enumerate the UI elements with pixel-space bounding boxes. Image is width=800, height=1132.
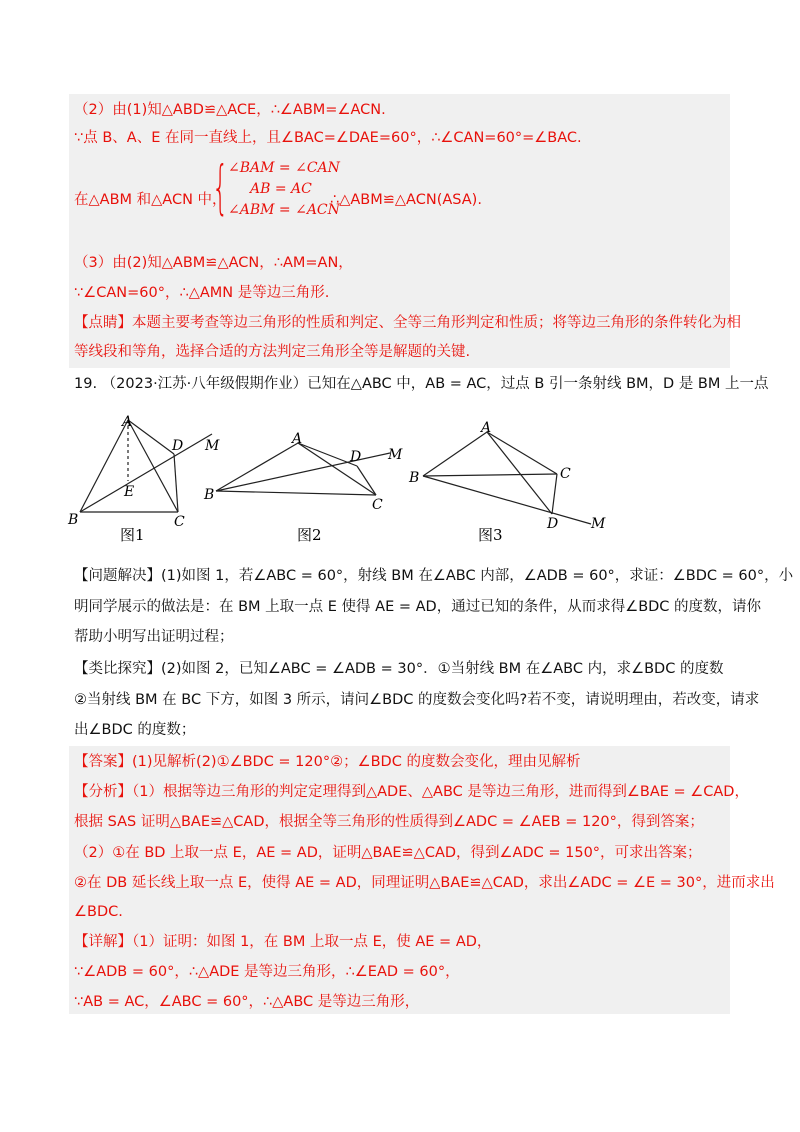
label-D: D	[547, 516, 559, 532]
label-C: C	[560, 466, 571, 482]
equation-system-row: ∠ABM = ∠ACN	[228, 202, 340, 218]
label-C: C	[174, 514, 185, 530]
label-C: C	[372, 497, 383, 513]
proof-line: ∴△ABM≌△ACN(ASA).	[330, 192, 482, 208]
solution-line: 【详解】（1）证明：如图 1，在 BM 上取一点 E，使 AE = AD，	[74, 934, 492, 950]
proof-line: （3）由(2)知△ABM≌△ACN，∴AM=AN，	[74, 255, 353, 271]
question-title: 19. （2023·江苏·八年级假期作业）已知在△ABC 中，AB = AC，过点 B 引一条射线 BM，D 是 BM 上一点	[74, 376, 769, 392]
label-D: D	[350, 449, 362, 465]
question-text: 出∠BDC 的度数；	[74, 722, 196, 738]
analysis-line: 【分析】（1）根据等边三角形的判定定理得到△ADE、△ABC 是等边三角形，进而得到∠BAE = ∠CAD，	[74, 784, 749, 800]
label-E: E	[124, 484, 135, 500]
solution-line: ∵AB = AC，∠ABC = 60°，∴△ABC 是等边三角形，	[74, 994, 420, 1010]
question-text: 帮助小明写出证明过程；	[74, 629, 234, 645]
label-M: M	[388, 447, 403, 463]
label-A: A	[122, 414, 133, 430]
key-point-line: 等线段和等角，选择合适的方法判定三角形全等是解题的关键.	[74, 344, 471, 360]
proof-line: ∵点 B、A、E 在同一直线上，且∠BAC=∠DAE=60°，∴∠CAN=60°=∠BAC.	[74, 130, 582, 146]
figure-2-caption: 图2	[297, 526, 322, 544]
figure-3-caption: 图3	[478, 526, 503, 544]
label-M: M	[591, 516, 606, 532]
question-text: 【类比探究】(2)如图 2，已知∠ABC = ∠ADB = 30°．①当射线 BM 在∠ABC 内，求∠BDC 的度数	[74, 661, 724, 677]
equation-system-row: AB = AC	[250, 181, 312, 197]
label-B: B	[409, 470, 420, 486]
label-M: M	[205, 438, 220, 454]
solution-line: ∵∠ADB = 60°，∴△ADE 是等边三角形，∴∠EAD = 60°，	[74, 964, 460, 980]
equation-system-brace: {	[212, 153, 229, 221]
analysis-line: ②在 DB 延长线上取一点 E，使得 AE = AD，同理证明△BAE≌△CAD，求出∠ADC = ∠E = 30°，进而求出	[74, 875, 775, 891]
label-D: D	[172, 438, 184, 454]
figure-1-caption: 图1	[120, 526, 145, 544]
figure-2	[200, 425, 403, 535]
label-B: B	[204, 487, 215, 503]
label-A: A	[292, 431, 303, 447]
answer-line: 【答案】(1)见解析(2)①∠BDC = 120°②；∠BDC 的度数会变化，理由见解析	[74, 754, 581, 770]
figure-3	[405, 414, 615, 534]
proof-line: 在△ABM 和△ACN 中，	[74, 192, 227, 208]
proof-line: （2）由(1)知△ABD≌△ACE，∴∠ABM=∠ACN.	[74, 102, 386, 118]
question-text: 明同学展示的做法是：在 BM 上取一点 E 使得 AE = AD，通过已知的条件，从而求得∠BDC 的度数，请你	[74, 599, 762, 615]
question-text: ②当射线 BM 在 BC 下方，如图 3 所示，请问∠BDC 的度数会变化吗?若不变，请说明理由，若改变，请求	[74, 692, 760, 708]
key-point-line: 【点睛】本题主要考查等边三角形的性质和判定、全等三角形判定和性质；将等边三角形的条件转化为相	[74, 315, 741, 331]
proof-line: ∵∠CAN=60°，∴△AMN 是等边三角形.	[74, 285, 330, 301]
analysis-line: （2）①在 BD 上取一点 E，AE = AD，证明△BAE≌△CAD，得到∠ADC = 150°，可求出答案；	[74, 845, 702, 861]
equation-system-row: ∠BAM = ∠CAN	[228, 160, 340, 176]
label-A: A	[481, 420, 492, 436]
label-B: B	[68, 512, 79, 528]
question-text: 【问题解决】(1)如图 1，若∠ABC = 60°，射线 BM 在∠ABC 内部，∠ADB = 60°，求证：∠BDC = 60°，小	[74, 568, 794, 584]
analysis-line: ∠BDC.	[74, 904, 123, 920]
analysis-line: 根据 SAS 证明△BAE≌△CAD，根据全等三角形的性质得到∠ADC = ∠AEB = 120°，得到答案；	[74, 814, 704, 830]
